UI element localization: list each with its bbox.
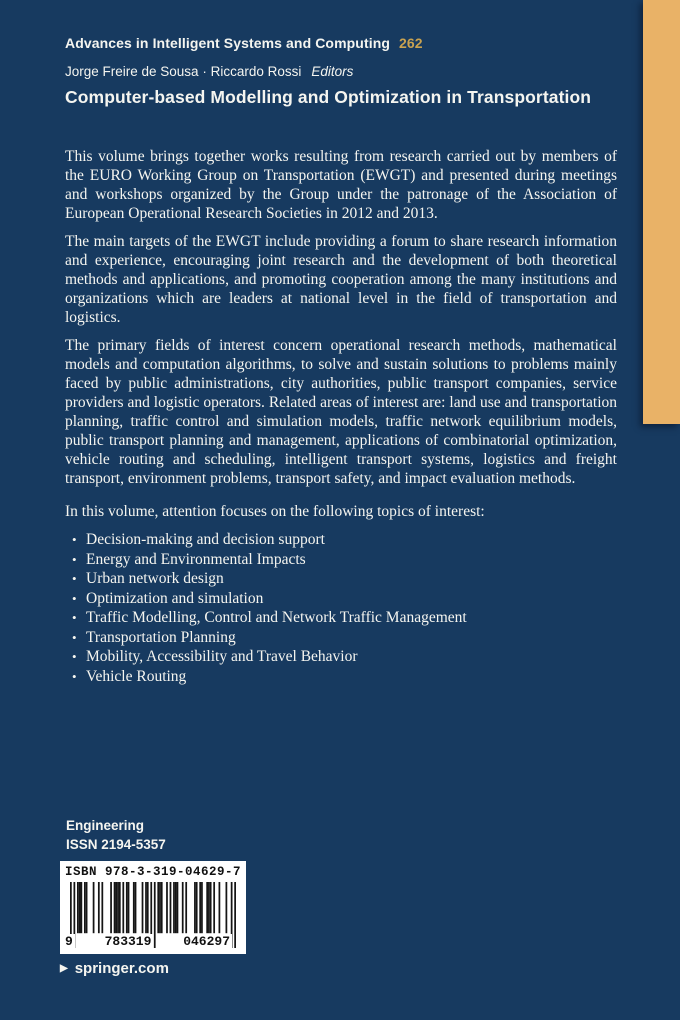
- issn-label: ISSN 2194-5357: [66, 837, 166, 852]
- topic-item: [65, 569, 617, 589]
- topic-item: [65, 589, 617, 609]
- book-title: Computer-based Modelling and Optimization in Transportation: [65, 87, 592, 107]
- barcode-digit-group: 046297: [183, 934, 230, 949]
- bullet-icon: •: [72, 590, 77, 606]
- blurb-paragraph: The primary fields of interest concern operational research methods, mathematical models and computation algorithms, to solve and sustain solutions to problems mainly faced by public administrations, city authorities, public transport companies, service providers and logistic operators. Related areas of interest are: land use and transportation planning, traffic control and simulation models, traffic network equilibrium models, public transport planning and management, applications of combinatorial optimization, vehicle routing and scheduling, intelligent transport systems, logistics and freight transport, environment problems, transport safety, and impact evaluation methods.: [65, 337, 617, 487]
- isbn-barcode: [60, 861, 246, 954]
- barcode-digit-group: 783319: [104, 934, 152, 949]
- topic-label: Traffic Modelling, Control and Network Traffic Management: [86, 609, 467, 626]
- topics-list: [65, 530, 617, 686]
- topic-item: [65, 608, 617, 628]
- publisher-url: springer.com: [74, 960, 169, 977]
- series-title: [65, 36, 605, 51]
- bullet-icon: •: [72, 551, 77, 567]
- topic-item: [65, 628, 617, 648]
- bullet-icon: •: [72, 649, 77, 664]
- topic-label: Mobility, Accessibility and Travel Behavior: [86, 648, 358, 665]
- isbn-text: ISBN 978-3-319-04629-7: [64, 865, 242, 879]
- accent-stripe: [643, 0, 680, 424]
- editor-names: Jorge Freire de Sousa · Riccardo Rossi: [65, 64, 302, 79]
- topic-label: Vehicle Routing: [86, 667, 187, 685]
- series-name: Advances in Intelligent Systems and Computing: [65, 35, 390, 51]
- topic-label: Urban network design: [86, 570, 224, 587]
- cover-footer: [60, 816, 246, 977]
- publisher-line: [60, 960, 246, 977]
- topic-label: Energy and Environmental Impacts: [86, 550, 306, 568]
- topic-label: Transportation Planning: [86, 628, 236, 646]
- back-cover-blurb: [65, 147, 617, 686]
- topic-label: Decision-making and decision support: [86, 531, 325, 548]
- blurb-paragraph: This volume brings together works resulting from research carried out by members of the EURO Working Group on Transportation (EWGT) and presented during meetings and workshops organized by the Group under the patronage of the Association of European Operational Research Societies in 2012 and 2013.: [65, 148, 617, 222]
- cover-header: [65, 36, 605, 107]
- barcode-bars: [65, 882, 236, 949]
- barcode-digit-lead: 9: [65, 934, 73, 949]
- topic-item: [65, 667, 617, 687]
- category-label: Engineering: [66, 818, 145, 833]
- topic-item: [65, 530, 617, 550]
- topics-intro: In this volume, attention focuses on the following topics of interest:: [65, 503, 485, 520]
- bullet-icon: •: [72, 668, 77, 684]
- bullet-icon: •: [72, 629, 77, 645]
- barcode-digits: [63, 934, 232, 948]
- topic-item: [65, 647, 617, 667]
- bullet-icon: •: [72, 571, 77, 586]
- publisher-arrow-icon: ▶: [60, 963, 68, 974]
- series-volume-number: 262: [399, 35, 423, 51]
- topic-item: [65, 550, 617, 570]
- editors-byline: [65, 65, 605, 79]
- bullet-icon: •: [72, 532, 77, 547]
- editors-label: Editors: [311, 64, 354, 79]
- topic-label: Optimization and simulation: [86, 589, 264, 607]
- blurb-paragraph: The main targets of the EWGT include providing a forum to share research information and experience, encouraging joint research and the development of both theoretical methods and applications, and promoting cooperation among the many institutions and organizations which are leaders at national level in the field of transportation and logistics.: [65, 233, 617, 326]
- bullet-icon: •: [72, 610, 77, 625]
